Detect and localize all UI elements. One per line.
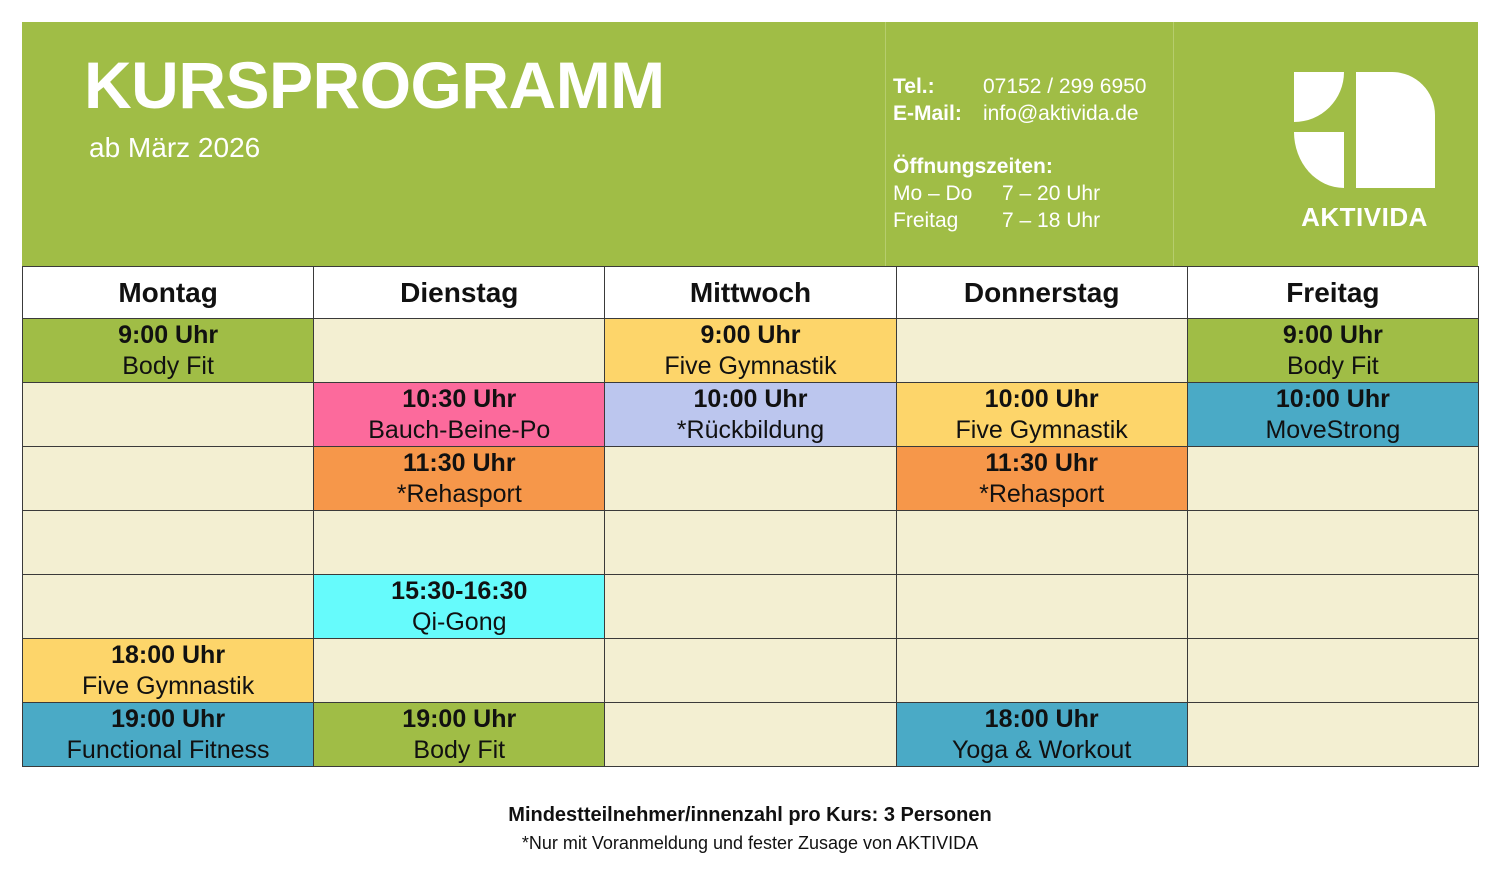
empty-cell [605, 447, 896, 511]
course-schedule-table [22, 266, 1479, 767]
course-cell [1187, 319, 1478, 383]
time-slot-row [23, 447, 1479, 511]
course-cell [1187, 383, 1478, 447]
empty-cell [23, 511, 314, 575]
course-cell [605, 319, 896, 383]
time-slot-row [23, 319, 1479, 383]
aktivida-logo-icon [1292, 70, 1437, 190]
course-time: 10:30 Uhr [402, 384, 517, 413]
course-time: 19:00 Uhr [111, 704, 226, 733]
course-time: 15:30-16:30 [391, 576, 528, 605]
course-cell [896, 703, 1187, 767]
course-time: 11:30 Uhr [985, 448, 1098, 477]
hours-time: 7 – 18 Uhr [1002, 209, 1101, 232]
hours-title: Öffnungszeiten: [893, 155, 1053, 178]
hours-days: Mo – Do [893, 182, 973, 205]
empty-cell [1187, 511, 1478, 575]
contact-info [893, 73, 1193, 234]
page-subtitle: ab März 2026 [89, 132, 261, 163]
empty-cell [605, 575, 896, 639]
day-header: Donnerstag [896, 267, 1187, 319]
course-name: *Rehasport [979, 479, 1105, 508]
course-name: Bauch-Beine-Po [368, 415, 551, 444]
phone-label: Tel.: [893, 75, 935, 98]
course-cell [896, 447, 1187, 511]
course-cell [314, 703, 605, 767]
course-name: Body Fit [413, 735, 506, 764]
course-time: 10:00 Uhr [984, 384, 1099, 413]
empty-cell [896, 319, 1187, 383]
empty-cell [314, 319, 605, 383]
brand-name: AKTIVIDA [1301, 202, 1428, 232]
empty-cell [1187, 447, 1478, 511]
course-time: 18:00 Uhr [111, 640, 226, 669]
course-name: Five Gymnastik [81, 671, 255, 700]
time-slot-row [23, 703, 1479, 767]
footer-notes [0, 802, 1500, 858]
empty-cell [605, 703, 896, 767]
hours-days: Freitag [893, 209, 959, 232]
course-cell [23, 639, 314, 703]
course-time: 9:00 Uhr [700, 320, 801, 349]
empty-cell [314, 511, 605, 575]
hours-row [893, 207, 1193, 234]
time-slot-row [23, 383, 1479, 447]
course-cell [314, 383, 605, 447]
course-time: 19:00 Uhr [402, 704, 517, 733]
course-time: 18:00 Uhr [984, 704, 1099, 733]
min-participants-note: Mindestteilnehmer/innenzahl pro Kurs: 3 Personen [508, 804, 992, 826]
course-cell [23, 703, 314, 767]
empty-cell [605, 639, 896, 703]
course-cell [896, 383, 1187, 447]
course-time: 11:30 Uhr [403, 448, 516, 477]
course-cell [23, 319, 314, 383]
empty-cell [1187, 703, 1478, 767]
course-cell [314, 575, 605, 639]
course-name: Yoga & Workout [952, 735, 1132, 764]
header-divider [885, 22, 886, 266]
empty-cell [896, 575, 1187, 639]
course-name: *Rückbildung [676, 415, 825, 444]
email-label: E-Mail: [893, 102, 962, 125]
time-slot-row [23, 575, 1479, 639]
empty-cell [23, 447, 314, 511]
course-time: 9:00 Uhr [118, 320, 219, 349]
registration-note: *Nur mit Voranmeldung und fester Zusage von AKTIVIDA [521, 833, 979, 853]
empty-cell [1187, 639, 1478, 703]
page-title: KURSPROGRAMM [84, 48, 665, 122]
empty-cell [896, 511, 1187, 575]
course-name: Five Gymnastik [664, 351, 837, 380]
course-cell [314, 447, 605, 511]
empty-cell [896, 639, 1187, 703]
empty-cell [314, 639, 605, 703]
course-time: 9:00 Uhr [1282, 320, 1383, 349]
empty-cell [1187, 575, 1478, 639]
course-name: MoveStrong [1265, 415, 1401, 444]
header-banner [22, 22, 1478, 266]
hours-time: 7 – 20 Uhr [1002, 182, 1101, 205]
empty-cell [23, 575, 314, 639]
schedule-body [23, 319, 1479, 767]
course-name: Functional Fitness [66, 735, 270, 764]
day-header: Dienstag [314, 267, 605, 319]
phone-value: 07152 / 299 6950 [983, 75, 1147, 98]
day-header: Mittwoch [605, 267, 896, 319]
course-name: Five Gymnastik [955, 415, 1128, 444]
day-header: Montag [23, 267, 314, 319]
course-name: Body Fit [1287, 351, 1379, 380]
course-name: Qi-Gong [412, 607, 507, 636]
course-time: 10:00 Uhr [1275, 384, 1390, 413]
course-name: Body Fit [122, 351, 214, 380]
phone-row [893, 73, 1193, 100]
email-value: info@aktivida.de [983, 102, 1139, 125]
empty-cell [605, 511, 896, 575]
email-row [893, 100, 1193, 127]
day-header: Freitag [1187, 267, 1478, 319]
course-cell [605, 383, 896, 447]
course-name: *Rehasport [396, 479, 522, 508]
hours-row [893, 180, 1193, 207]
course-time: 10:00 Uhr [693, 384, 808, 413]
time-slot-row [23, 639, 1479, 703]
day-header-row [23, 267, 1479, 319]
time-slot-row [23, 511, 1479, 575]
empty-cell [23, 383, 314, 447]
